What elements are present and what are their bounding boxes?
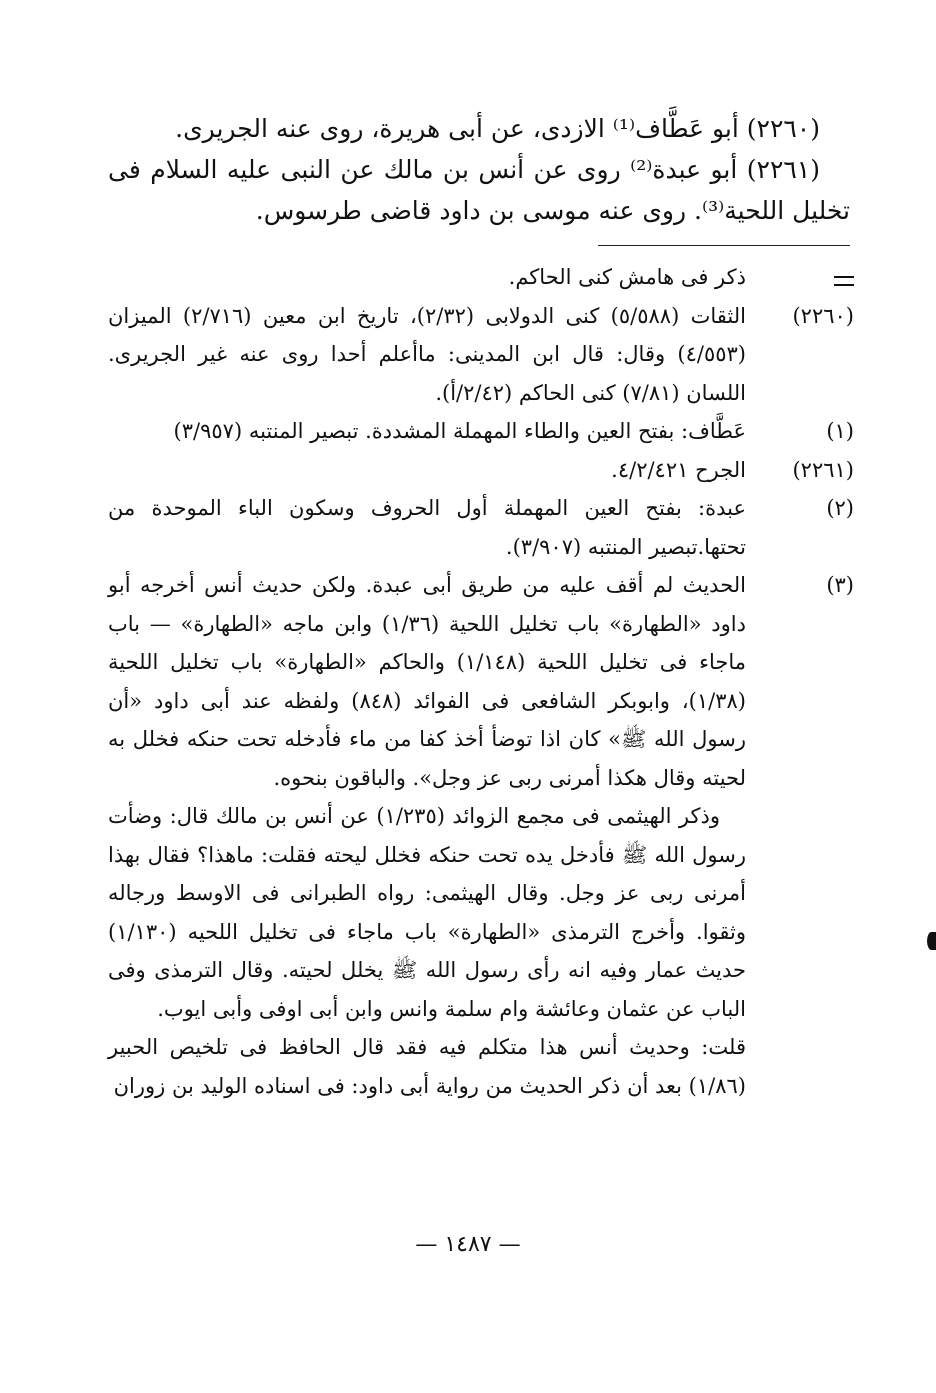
footnote-paragraph: وذكر الهيثمى فى مجمع الزوائد (١/٢٣٥) عن أنس بن مالك قال: وضأت رسول الله ﷺ فأدخل يده تحت حنكه فخلل ليحته فقلت: ماهذا؟ فقال بهذا أمرنى ربى عز وجل. وقال الهيثمى: رواه الطبرانى فى الاوسط ورجاله وثقوا. وأخرج الترمذى «الطهارة» باب ماجاء فى تخليل اللحيه (١/١٣٠) حديث عمار وفيه انه رأى رسول الله ﷺ يخلل لحيته. وقال الترمذى وفى الباب عن عثمان وعائشة وام سلمة وانس وابن أبى اوفى وأبى ايوب. xyxy=(108,804,746,1021)
footnote-text: ذكر فى هامش كنى الحاكم. xyxy=(508,265,746,289)
footnote-label: (١) xyxy=(826,419,854,443)
footnote-label: (٢٢٦٠) xyxy=(792,303,854,328)
footnote-separator xyxy=(598,245,850,246)
page-number: — ١٤٨٧ — xyxy=(415,1232,521,1257)
footnote-text: الحديث لم أقف عليه من طريق أبى عبدة. ولكن حديث أنس أخرجه أبو داود «الطهارة» باب تخليل اللحية (١/٣٦) وابن ماجه «الطهارة» — باب ماجاء فى تخليل اللحية (١/١٤٨) والحاكم «الطهارة» باب تخليل اللحية (١/٣٨)، وابوبكر الشافعى فى الفوائد (٨٤٨) ولفظه عند أبى داود «أن رسول الله ﷺ» كان اذا توضأ أخذ كفا من ماء فأدخله تحت حنكه فخلل به لحيته وقال هكذا أمرنى ربى عز وجل». والباقون بنحوه. xyxy=(108,573,746,790)
footnote-paragraph: قلت: وحديث أنس هذا متكلم فيه فقد قال الحافظ فى تلخيص الحبير (١/٨٦) بعد أن ذكر الحديث من رواية أبى داود: فى اسناده الوليد بن زوران xyxy=(108,1035,746,1098)
footnote-continuation xyxy=(108,258,854,297)
footnote-2261 xyxy=(108,451,854,490)
footnote-2 xyxy=(108,489,854,566)
main-text xyxy=(108,108,850,231)
footnote-label: (٣) xyxy=(826,573,854,597)
footnote-text: الجرح ٤/٢/٤٢١. xyxy=(611,457,746,482)
continuation-mark xyxy=(754,258,854,297)
entry-2261: (٢٢٦١) أبو عبدة⁽²⁾ روى عن أنس بن مالك عن النبى عليه السلام فى تخليل اللحية⁽³⁾. روى عنه موسى بن داود قاضى طرسوس. xyxy=(108,155,850,225)
footnotes xyxy=(108,258,854,1105)
footnote-label: (٢) xyxy=(826,496,854,520)
margin-ink-mark xyxy=(927,932,936,950)
footnote-text: الثقات (٥/٥٨٨) كنى الدولابى (٢/٣٢)، تاريخ ابن معين (٢/٧١٦) الميزان (٤/٥٥٣) وقال: قال ابن المدينى: ماأعلم أحدا روى عنه غير الجريرى. اللسان (٧/٨١) كنى الحاكم (٢/٤٢/أ). xyxy=(108,303,746,405)
footnote-text: عبدة: بفتح العين المهملة أول الحروف وسكون الباء الموحدة من تحتها.تبصير المنتبه (٣/٩٠٧). xyxy=(108,496,746,559)
footnote-3 xyxy=(108,566,854,1105)
footnote-text: عَطَّاف: بفتح العين والطاء المهملة المشددة. تبصير المنتبه (٣/٩٥٧) xyxy=(173,419,746,443)
footnote-label: (٢٢٦١) xyxy=(792,457,854,482)
footnote-2260 xyxy=(108,297,854,413)
entry-2260: (٢٢٦٠) أبو عَطَّاف⁽¹⁾ الازدى، عن أبى هريرة، روى عنه الجريرى. xyxy=(175,114,820,143)
footnote-1 xyxy=(108,412,854,451)
